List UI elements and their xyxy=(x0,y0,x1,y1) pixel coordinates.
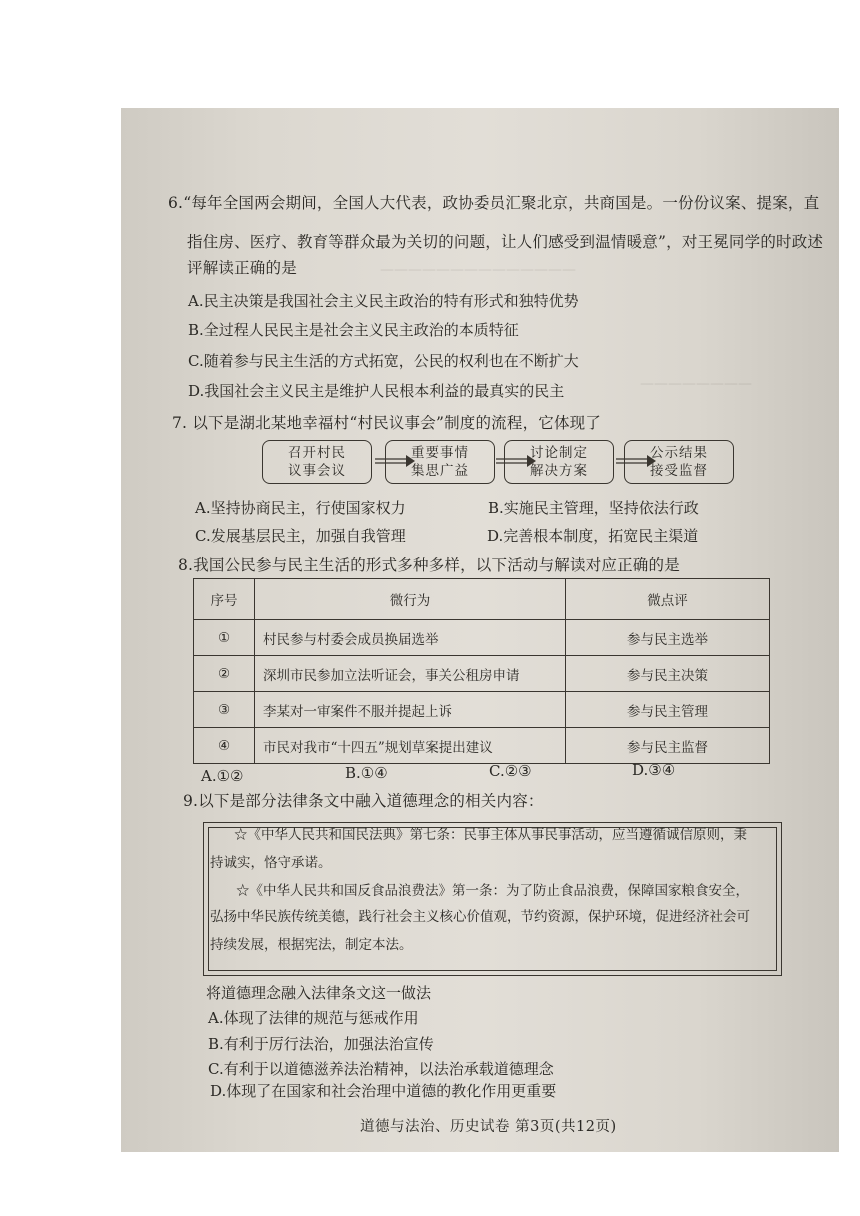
header-review: 微点评 xyxy=(566,579,770,620)
q8-option-b: B.①④ xyxy=(345,764,388,782)
q9-option-c: C.有利于以道德滋养法治精神，以法治承载道德理念 xyxy=(208,1060,554,1078)
q6-stem-line1: 6.“每年全国两会期间，全国人大代表，政协委员汇聚北京，共商国是。一份份议案、提案，直 xyxy=(168,194,820,212)
law2-line3: 持续发展，根据宪法，制定本法。 xyxy=(210,937,413,953)
table-row xyxy=(194,728,770,764)
q7-option-a: A.坚持协商民主，行使国家权力 xyxy=(195,499,406,517)
q8-option-c: C.②③ xyxy=(489,762,532,780)
row-behavior: 李某对一审案件不服并提起上诉 xyxy=(255,692,566,728)
flow-step-3 xyxy=(504,440,614,484)
q9-lead: 将道德理念融入法律条文这一做法 xyxy=(206,984,432,1002)
row-behavior: 村民参与村委会成员换届选举 xyxy=(255,620,566,656)
row-review: 参与民主决策 xyxy=(566,656,770,692)
page-footer: 道德与法治、历史试卷 第3页(共12页) xyxy=(360,1119,617,1135)
q7-option-c: C.发展基层民主，加强自我管理 xyxy=(195,527,406,545)
row-review: 参与民主监督 xyxy=(566,728,770,764)
table-header-row xyxy=(194,579,770,620)
row-index: ② xyxy=(194,656,255,692)
q8-stem: 8.我国公民参与民主生活的形式多种多样，以下活动与解读对应正确的是 xyxy=(178,556,680,574)
flow-step-2-line2: 集思广益 xyxy=(411,463,469,479)
law1-line2: 持诚实，恪守承诺。 xyxy=(210,855,332,871)
flow-step-4-line2: 接受监督 xyxy=(650,463,708,479)
flow-step-4 xyxy=(624,440,734,484)
header-index: 序号 xyxy=(194,579,255,620)
q7-option-b: B.实施民主管理，坚持依法行政 xyxy=(488,499,699,517)
q6-option-a: A.民主决策是我国社会主义民主政治的特有形式和独特优势 xyxy=(188,292,579,310)
q9-option-d: D.体现了在国家和社会治理中道德的教化作用更重要 xyxy=(210,1082,557,1100)
flow-step-1-line1: 召开村民 xyxy=(288,445,346,461)
flow-step-4-line1: 公示结果 xyxy=(650,445,708,461)
flow-step-1-line2: 议事会议 xyxy=(288,463,346,479)
q7-stem: 7. 以下是湖北某地幸福村“村民议事会”制度的流程，它体现了 xyxy=(172,414,602,432)
row-index: ④ xyxy=(194,728,255,764)
q9-option-b: B.有利于厉行法治，加强法治宣传 xyxy=(208,1035,434,1053)
law1-line1: ☆《中华人民共和国民法典》第七条：民事主体从事民事活动，应当遵循诚信原则，秉 xyxy=(234,827,747,843)
law2-line2: 弘扬中华民族传统美德，践行社会主义核心价值观，节约资源，保护环境，促进经济社会可 xyxy=(210,909,750,925)
q8-option-a: A.①② xyxy=(201,767,244,785)
q9-stem: 9.以下是部分法律条文中融入道德理念的相关内容： xyxy=(183,792,544,810)
table-row xyxy=(194,620,770,656)
flow-step-2-line1: 重要事情 xyxy=(411,445,469,461)
row-review: 参与民主选举 xyxy=(566,620,770,656)
row-index: ③ xyxy=(194,692,255,728)
row-behavior: 市民对我市“十四五”规划草案提出建议 xyxy=(255,728,566,764)
flow-step-2 xyxy=(385,440,495,484)
bleed-through-text: ———————— xyxy=(640,376,752,392)
q6-stem-line3: 评解读正确的是 xyxy=(187,259,297,277)
flow-step-1 xyxy=(262,440,372,484)
flow-step-3-line2: 解决方案 xyxy=(530,463,588,479)
bleed-through-text: —————————————— xyxy=(380,262,576,278)
q6-stem-line2: 指住房、医疗、教育等群众最为关切的问题，让人们感受到温情暖意”，对王冕同学的时政述 xyxy=(187,233,824,251)
table-row xyxy=(194,656,770,692)
header-behavior: 微行为 xyxy=(255,579,566,620)
q6-option-c: C.随着参与民主生活的方式拓宽，公民的权利也在不断扩大 xyxy=(188,352,579,370)
q9-option-a: A.体现了法律的规范与惩戒作用 xyxy=(208,1009,419,1027)
row-review: 参与民主管理 xyxy=(566,692,770,728)
row-behavior: 深圳市民参加立法听证会，事关公租房申请 xyxy=(255,656,566,692)
q8-option-d: D.③④ xyxy=(632,761,676,779)
table-row xyxy=(194,692,770,728)
micro-behavior-table xyxy=(193,578,770,764)
law2-line1: ☆《中华人民共和国反食品浪费法》第一条：为了防止食品浪费，保障国家粮食安全， xyxy=(236,883,749,899)
q6-option-d: D.我国社会主义民主是维护人民根本利益的最真实的民主 xyxy=(188,382,565,400)
flow-step-3-line1: 讨论制定 xyxy=(530,445,588,461)
row-index: ① xyxy=(194,620,255,656)
q7-option-d: D.完善根本制度，拓宽民主渠道 xyxy=(487,527,699,545)
q6-option-b: B.全过程人民民主是社会主义民主政治的本质特征 xyxy=(188,321,519,339)
